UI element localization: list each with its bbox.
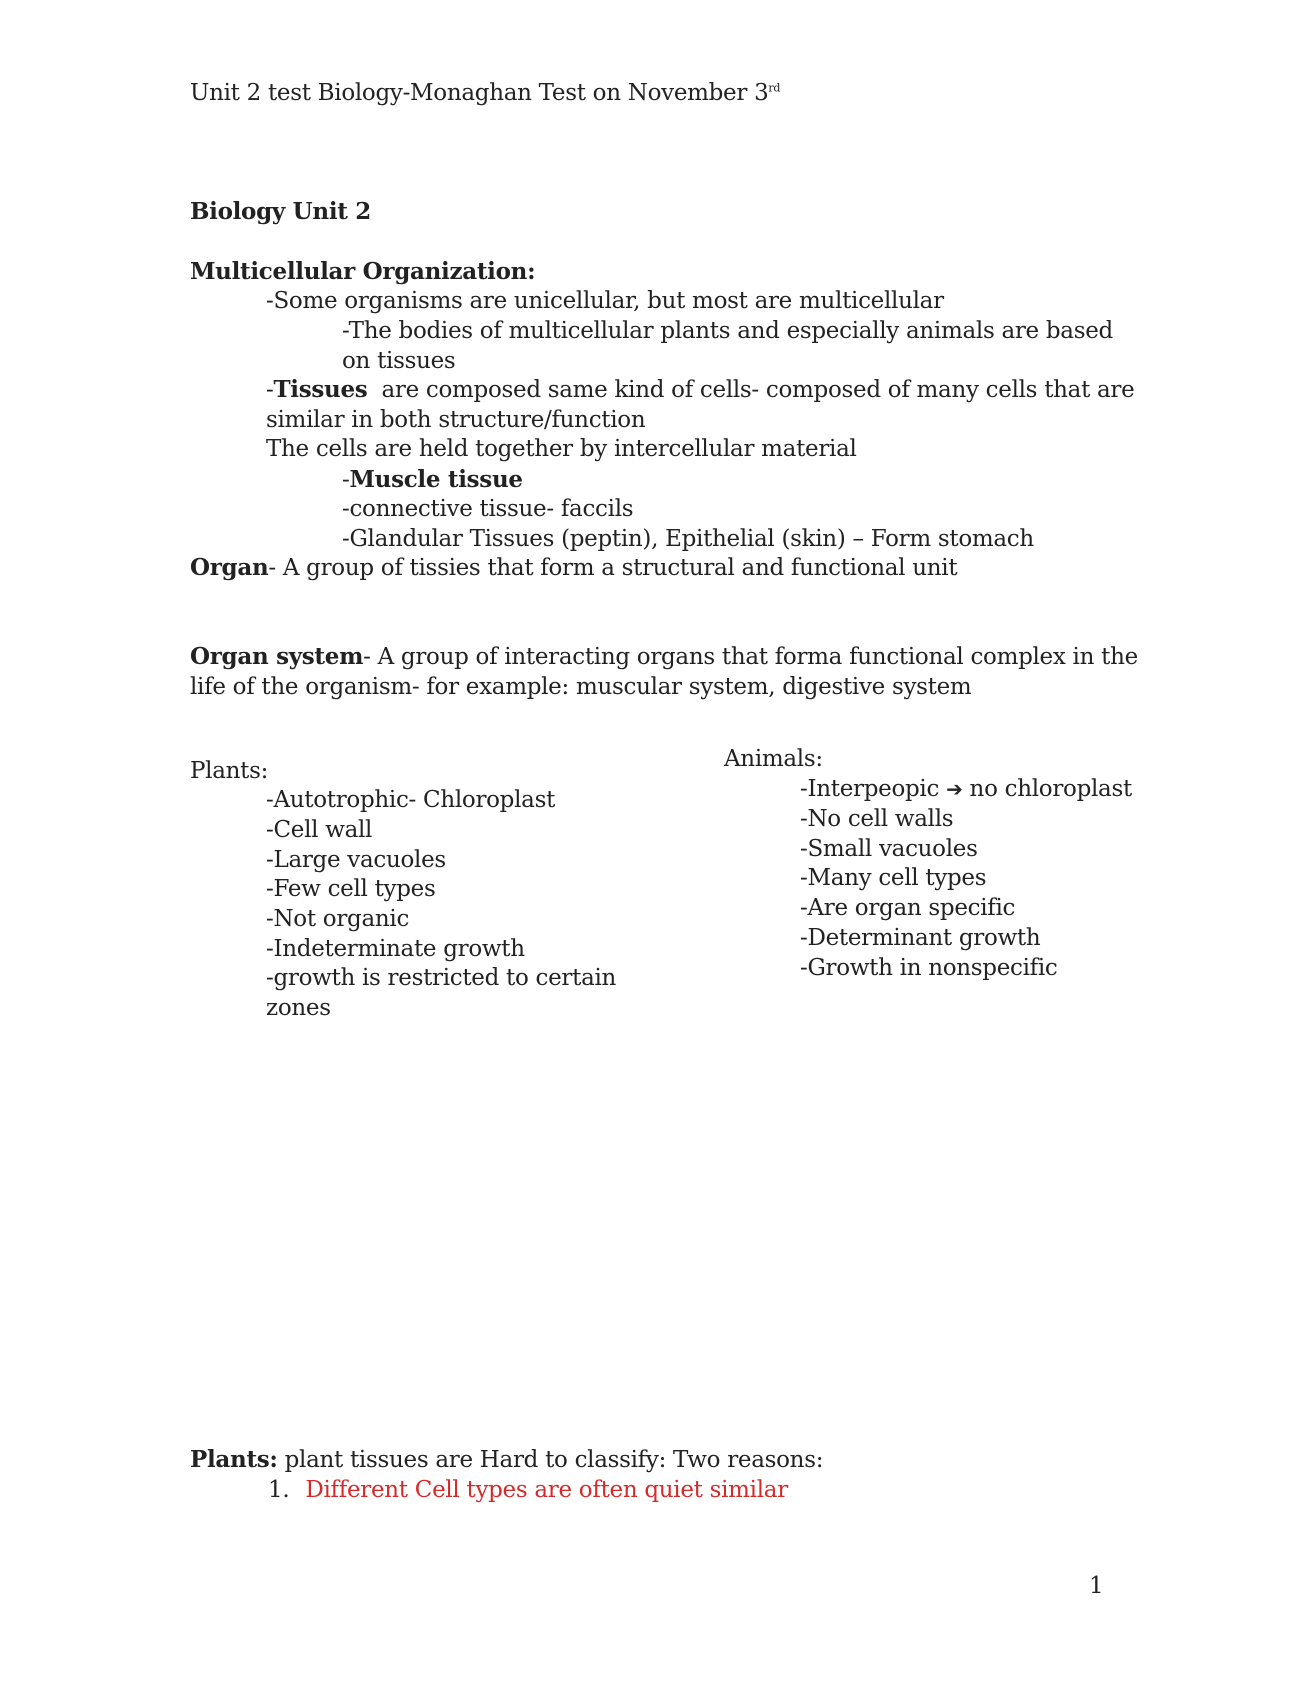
tissues-line — [266, 375, 1134, 405]
plants-list-item: -Cell wall — [266, 817, 373, 843]
header-text: Unit 2 test Biology-Monaghan Test on November 3 — [190, 80, 769, 106]
organ-system-term: Organ system — [190, 643, 364, 670]
arrow-right-icon: ➔ — [946, 777, 963, 801]
glandular-tissue-line: -Glandular Tissues (peptin), Epithelial (skin) – Form stomach — [342, 526, 1034, 552]
plants-list-item: -Few cell types — [266, 876, 436, 902]
header-superscript: rd — [768, 81, 781, 95]
multicellular-line-3: on tissues — [342, 348, 456, 374]
animals-item-text: -Interpeopic — [800, 776, 947, 802]
animals-list-heading: Animals: — [724, 746, 823, 772]
organ-definition — [190, 553, 957, 583]
page-number: 1 — [1089, 1573, 1104, 1599]
list-item-text: Different Cell types are often quiet similar — [305, 1477, 788, 1503]
organ-term: Organ — [190, 554, 269, 581]
multicellular-heading: Multicellular Organization: — [190, 258, 536, 285]
multicellular-line-6: The cells are held together by intercellular material — [266, 436, 857, 462]
plants-list-item: -Not organic — [266, 906, 410, 932]
organ-system-line-2: life of the organism- for example: muscular system, digestive system — [190, 674, 972, 700]
plants-section-heading — [190, 1445, 823, 1475]
plants-section-term: Plants: — [190, 1446, 278, 1473]
animals-list-item: -Are organ specific — [800, 895, 1016, 921]
muscle-term: Muscle tissue — [349, 466, 523, 493]
document-title: Biology Unit 2 — [190, 198, 372, 225]
multicellular-line-1: -Some organisms are unicellular, but most are multicellular — [266, 288, 944, 314]
organ-system-definition — [190, 642, 1138, 672]
multicellular-line-2: -The bodies of multicellular plants and especially animals are based — [342, 318, 1113, 344]
plants-list-heading: Plants: — [190, 758, 269, 784]
muscle-tissue-line — [342, 465, 523, 495]
plants-list-item: -Autotrophic- Chloroplast — [266, 787, 556, 813]
page-header — [190, 78, 780, 108]
animals-list-item: -Many cell types — [800, 865, 987, 891]
plants-list-item: zones — [266, 995, 331, 1021]
list-number: 1. — [268, 1477, 290, 1503]
plants-list-item: -growth is restricted to certain — [266, 965, 617, 991]
animals-item-text: no chloroplast — [962, 776, 1132, 802]
animals-list-item: -Growth in nonspecific — [800, 955, 1058, 981]
organ-system-text: - A group of interacting organs that forma functional complex in the — [363, 644, 1138, 670]
connective-tissue-line: -connective tissue- faccils — [342, 496, 634, 522]
multicellular-line-5: similar in both structure/function — [266, 407, 646, 433]
plants-section-text: plant tissues are Hard to classify: Two reasons: — [277, 1447, 824, 1473]
plants-list-item: -Indeterminate growth — [266, 936, 525, 962]
tissues-text: are composed same kind of cells- composed of many cells that are — [367, 377, 1135, 403]
organ-text: - A group of tissies that form a structural and functional unit — [268, 555, 958, 581]
animals-list-item: -Determinant growth — [800, 925, 1041, 951]
plants-list-item: -Large vacuoles — [266, 847, 446, 873]
tissues-dash: - — [266, 377, 274, 403]
tissues-term: Tissues — [273, 376, 368, 403]
animals-list-item: -No cell walls — [800, 806, 954, 832]
animals-list-item: -Small vacuoles — [800, 836, 978, 862]
animals-list-item — [800, 774, 1132, 804]
numbered-list-item — [268, 1475, 788, 1505]
muscle-dash: - — [342, 467, 350, 493]
